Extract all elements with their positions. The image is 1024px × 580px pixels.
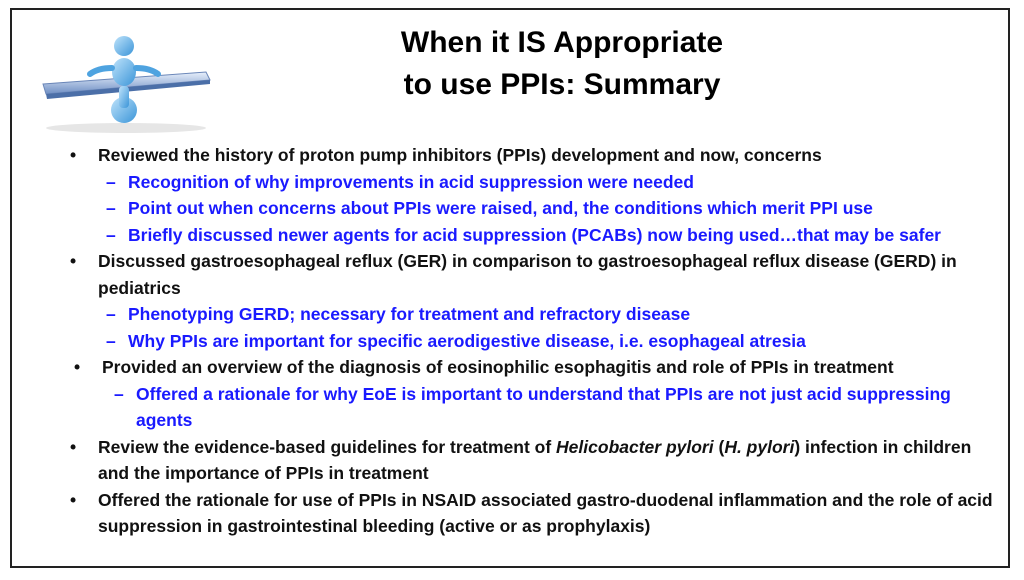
- bullet-item: [66, 142, 1006, 169]
- dash-marker: –: [106, 171, 116, 192]
- bullet-item: [66, 248, 1006, 301]
- balancing-figure-illustration: [38, 28, 213, 138]
- dash-marker: –: [106, 224, 116, 245]
- summary-list: [66, 142, 1006, 540]
- sub-item: [66, 301, 1006, 328]
- slide-title: [312, 22, 812, 106]
- bullet-item: [66, 487, 1006, 540]
- bullet-item: [70, 354, 1006, 381]
- bullet-marker: •: [70, 145, 77, 165]
- dash-marker: –: [106, 304, 116, 324]
- bullet-marker: •: [70, 251, 77, 271]
- bullet-text-part: (: [713, 436, 725, 457]
- dash-marker: –: [106, 198, 116, 218]
- bullet-text-italic: H. pylori: [724, 436, 795, 457]
- bullet-item: [66, 434, 1006, 487]
- sub-item-text: Offered a rationale for why EoE is important to understand that PPIs are not just acid suppressing agents: [136, 383, 951, 430]
- dash-marker: –: [114, 383, 124, 404]
- sub-item-text: Phenotyping GERD; necessary for treatment and refractory disease: [128, 304, 691, 324]
- bullet-text: Provided an overview of the diagnosis of eosinophilic esophagitis and role of PPIs in treatment: [102, 357, 894, 377]
- bullet-marker: •: [70, 436, 77, 457]
- bullet-text: Discussed gastroesophageal reflux (GER) in comparison to gastroesophageal reflux disease (GERD) in pediatrics: [98, 251, 957, 298]
- bullet-text-part: ) infection in children and the importance of PPIs in treatment: [98, 436, 972, 483]
- bullet-text-part: Review the evidence-based guidelines for treatment of: [98, 436, 557, 457]
- sub-item-text: Why PPIs are important for specific aerodigestive disease, i.e. esophageal atresia: [128, 330, 806, 351]
- bullet-marker: •: [74, 357, 81, 377]
- slide-frame: [10, 8, 1010, 568]
- bullet-text-italic: Helicobacter pylori: [556, 436, 714, 457]
- sub-item-text: Briefly discussed newer agents for acid suppression (PCABs) now being used…that may be safer: [128, 224, 941, 245]
- sub-item: [66, 328, 1006, 355]
- bullet-marker: •: [70, 489, 77, 510]
- dash-marker: –: [106, 330, 116, 351]
- sub-item: [74, 381, 1006, 434]
- title-line-2: to use PPIs: Summary: [403, 68, 721, 101]
- sub-item-text: Recognition of why improvements in acid suppression were needed: [128, 171, 694, 192]
- title-line-1: When it IS Appropriate: [400, 26, 724, 59]
- sub-item: [66, 222, 1006, 249]
- sub-item-text: Point out when concerns about PPIs were raised, and, the conditions which merit PPI use: [128, 198, 873, 218]
- bullet-text: Offered the rationale for use of PPIs in NSAID associated gastro-duodenal inflammation and the role of acid suppression in gastrointestinal bleeding (active or as prophylaxis): [98, 489, 993, 536]
- sub-item: [66, 169, 1006, 196]
- bullet-text: Reviewed the history of proton pump inhibitors (PPIs) development and now, concerns: [98, 145, 822, 165]
- sub-item: [66, 195, 1006, 222]
